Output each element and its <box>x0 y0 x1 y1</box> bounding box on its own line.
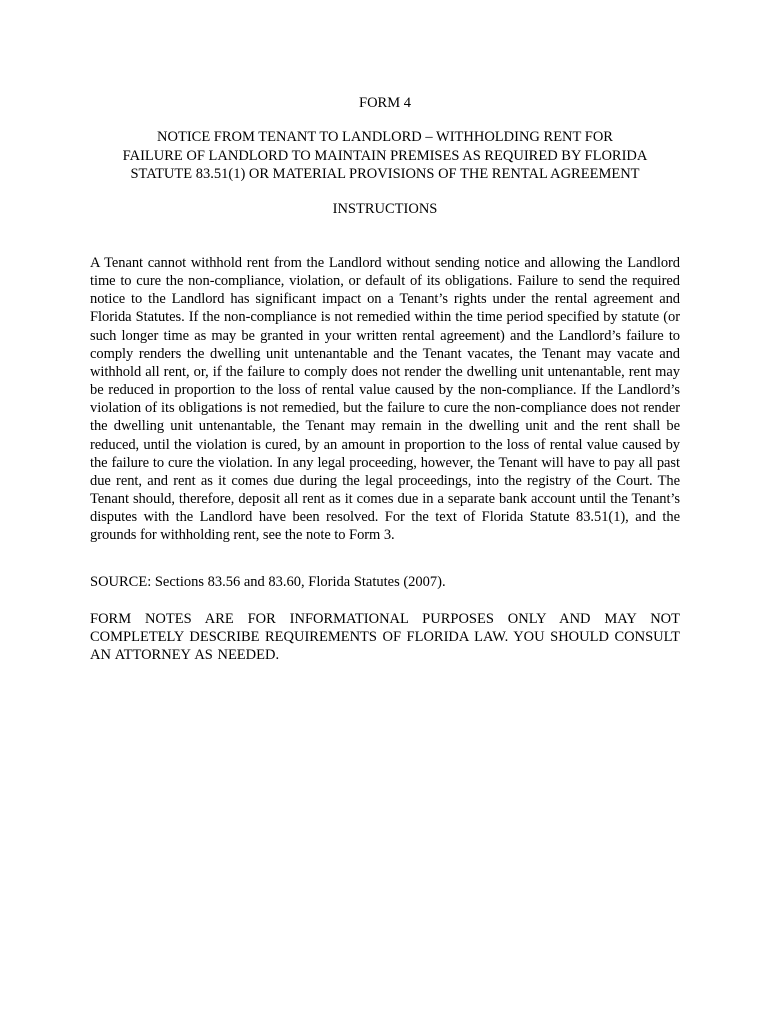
form-number: FORM 4 <box>359 95 411 111</box>
source-citation: SOURCE: Sections 83.56 and 83.60, Florida Statutes (2007). <box>90 574 446 590</box>
form-title-line-1: NOTICE FROM TENANT TO LANDLORD – WITHHOLDING RENT FOR <box>157 129 613 145</box>
instructions-paragraph: A Tenant cannot withhold rent from the Landlord without sending notice and allowing the Landlord time to cure the non-compliance, violation, or default of its obligations. Failure to send the required notice to the Landlord has significant impact on a Tenant’s rights under the rental agreement and Florida Statutes. If the non-compliance is not remedied within the time period specified by statute (or such longer time as may be granted in your written rental agreement) and the Landlord’s failure to comply renders the dwelling unit untenantable and the Tenant vacates, the Tenant may vacate and withhold all rent, or, if the failure to comply does not render the dwelling unit untenantable, rent may be reduced in proportion to the loss of rental value caused by the non-compliance. If the Landlord’s violation of its obligations is not remedied, but the failure to cure the non-compliance does not render the dwelling unit untenantable, the Tenant may remain in the dwelling unit and the rent shall be reduced, until the violation is cured, by an amount in proportion to the loss of rental value caused by the failure to cure the violation. In any legal proceeding, however, the Tenant will have to pay all past due rent, and rent as it comes due during the legal proceedings, into the registry of the Court. The Tenant should, therefore, deposit all rent as it comes due in a separate bank account until the Tenant’s disputes with the Landlord have been resolved. For the text of Florida Statute 83.51(1), and the grounds for withholding rent, see the note to Form 3. <box>90 255 680 544</box>
form-title-line-2: FAILURE OF LANDLORD TO MAINTAIN PREMISES AS REQUIRED BY FLORIDA <box>122 147 648 164</box>
form-title <box>90 128 680 184</box>
form-title-line-3: STATUTE 83.51(1) OR MATERIAL PROVISIONS OF THE RENTAL AGREEMENT <box>130 166 640 182</box>
instructions-heading: INSTRUCTIONS <box>332 201 438 217</box>
form-notes-disclaimer: FORM NOTES ARE FOR INFORMATIONAL PURPOSES ONLY AND MAY NOT COMPLETELY DESCRIBE REQUIREMENTS OF FLORIDA LAW. YOU SHOULD CONSULT AN ATTORNEY AS NEEDED. <box>90 611 680 664</box>
